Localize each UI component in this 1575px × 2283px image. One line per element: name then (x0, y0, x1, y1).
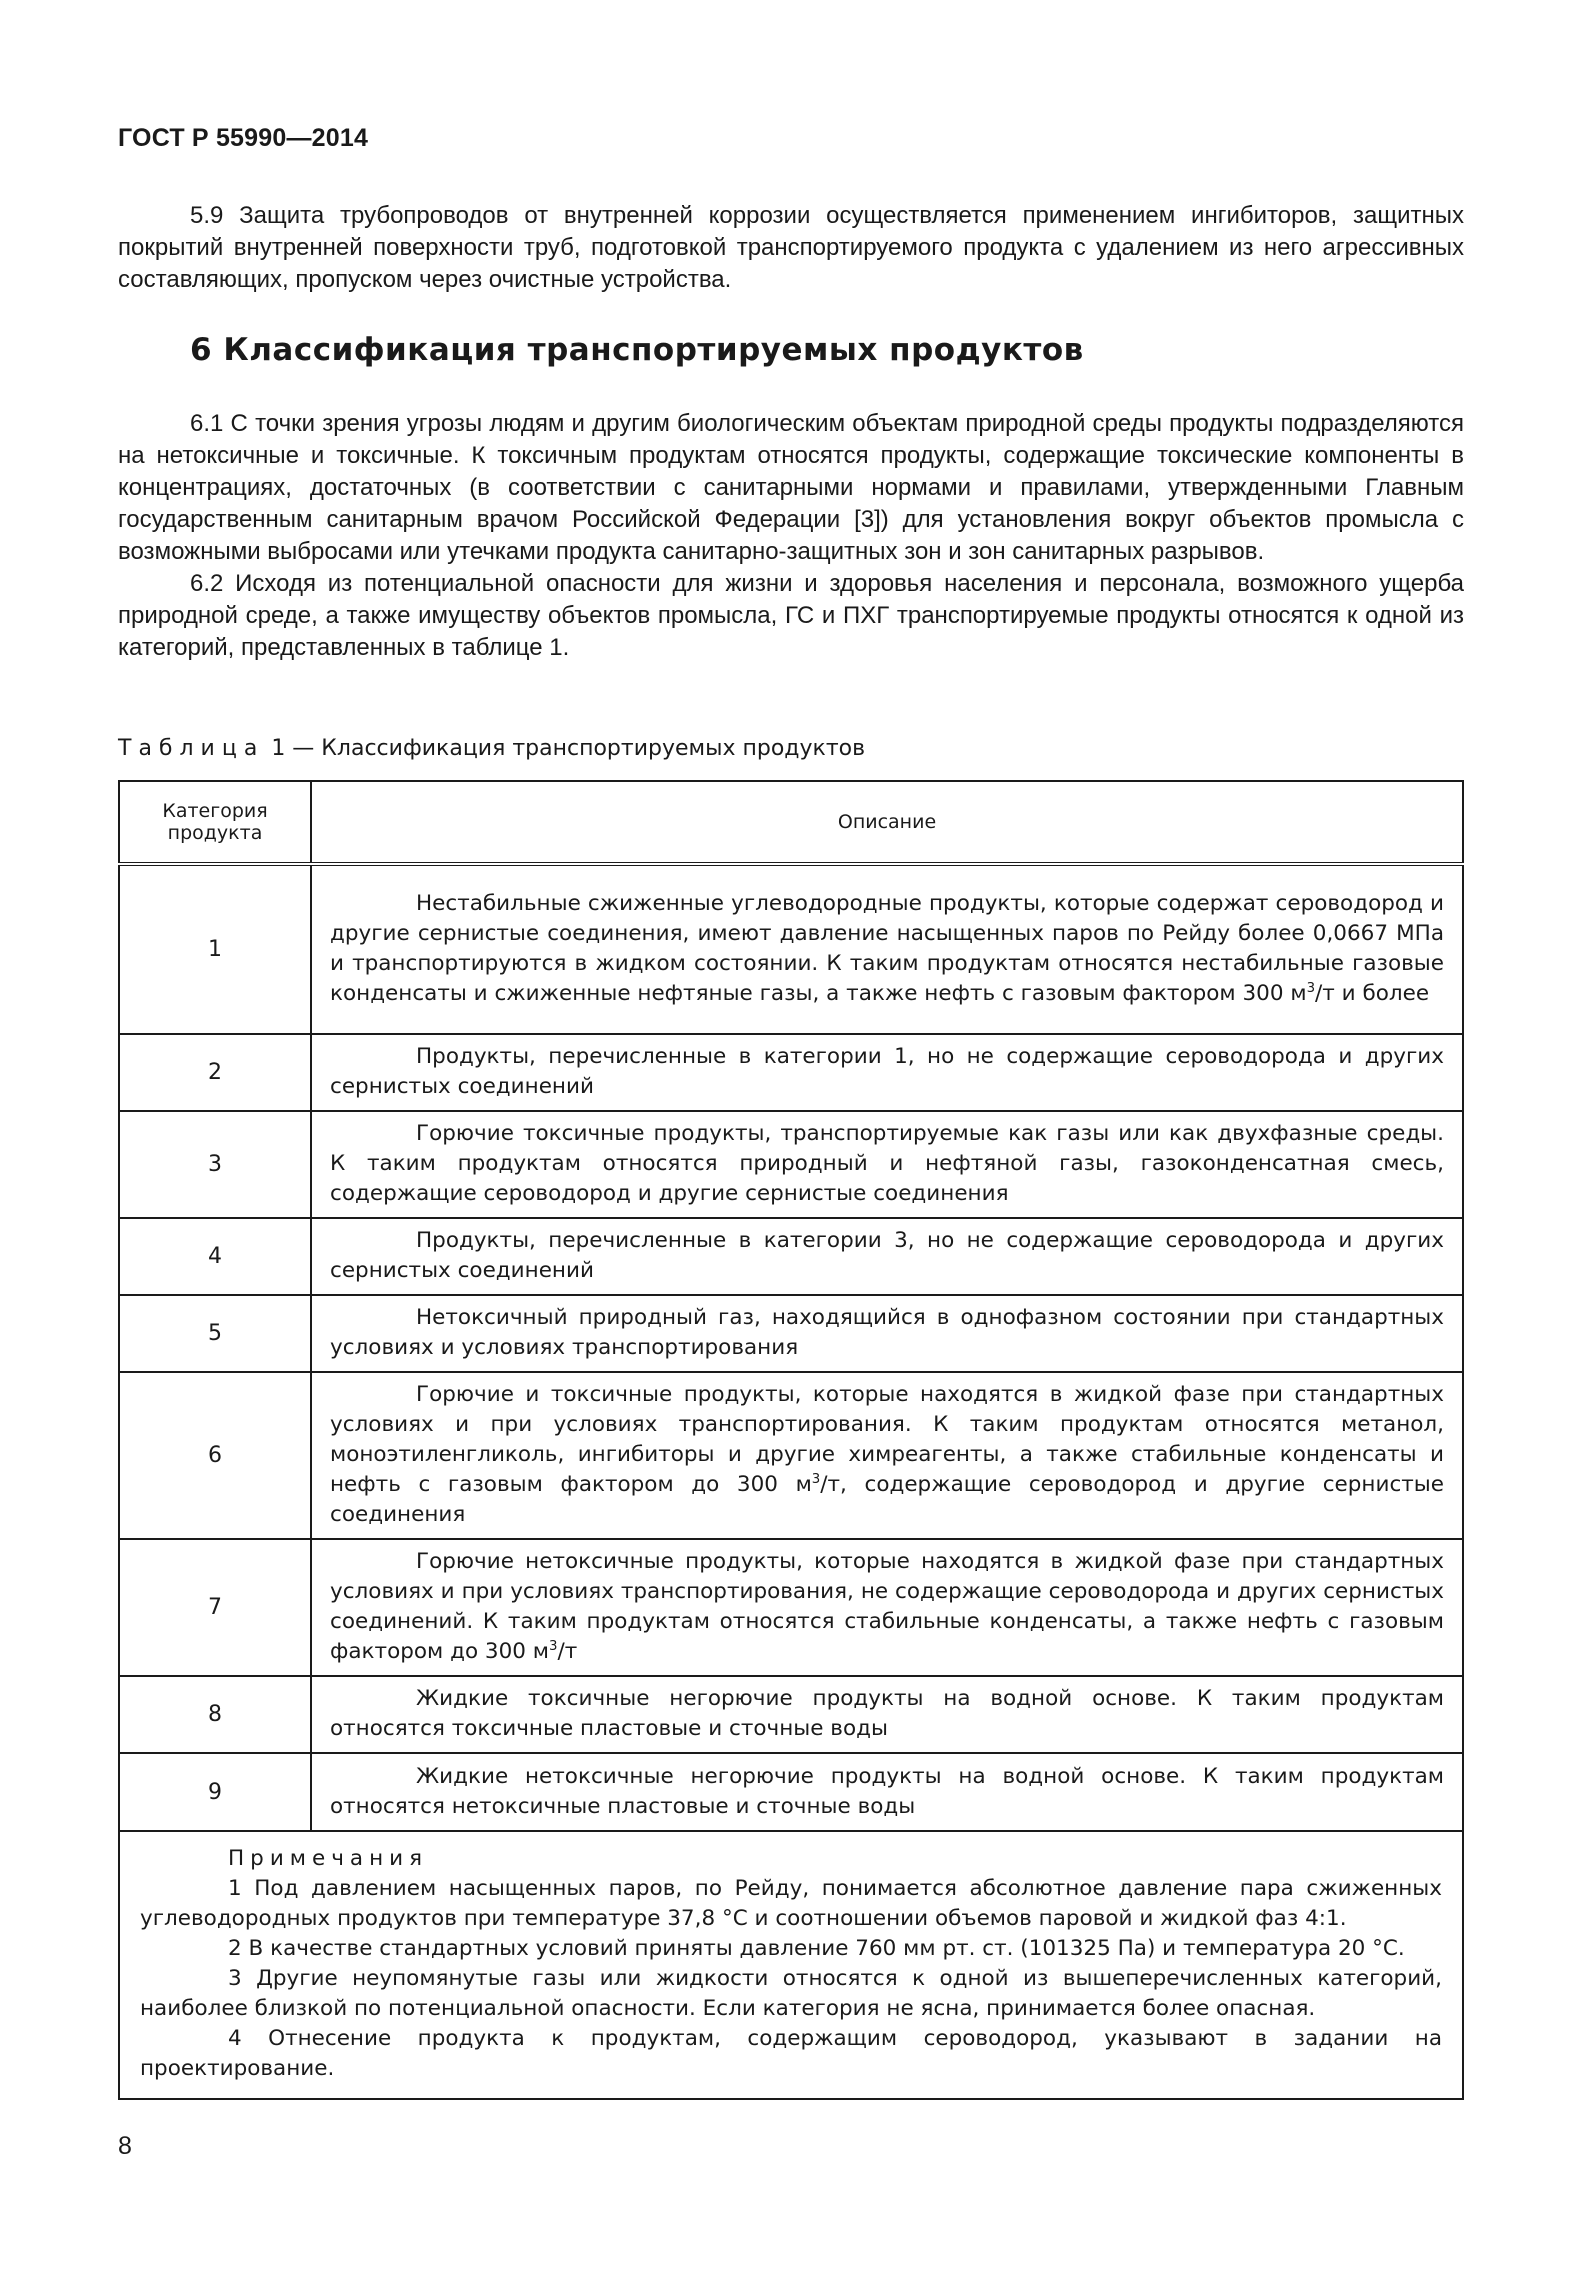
table-row (119, 1034, 1463, 1111)
row-category: 5 (119, 1295, 311, 1372)
table-row (119, 1295, 1463, 1372)
row-description (311, 1111, 1463, 1218)
superscript: 3 (1306, 981, 1316, 997)
row-category: 4 (119, 1218, 311, 1295)
row-description (311, 1034, 1463, 1111)
row-category: 7 (119, 1539, 311, 1676)
description-text-end: /т (557, 1639, 578, 1664)
row-category: 9 (119, 1753, 311, 1831)
superscript: 3 (549, 1639, 558, 1655)
table-caption (118, 736, 865, 761)
row-description (311, 1539, 1463, 1676)
paragraph-6-1: 6.1 С точки зрения угрозы людям и другим биологическим объектам природной среды продукты подразделяются на нетоксичные и токсичные. К токсичным продуктам относятся продукты, содержащие токсические компоненты в концентрациях, достаточных (в соответствии с санитарными нормами и правилами, утвержденными Главным государственным санитарным врачом Российской Федерации [3]) для установления вокруг объектов промысла с возможными выбросами или утечками продукта санитарно-защитных зон и зон санитарных разрывов. (118, 410, 1464, 565)
document-code: ГОСТ Р 55990—2014 (118, 124, 369, 152)
header-description: Описание (311, 781, 1463, 864)
table-row (119, 1676, 1463, 1753)
note-item: 3 Другие неупомянутые газы или жидкости относятся к одной из вышеперечисленных категорий, наиболее близкой по потенциальной опасности. Если категория не ясна, принимается более опасная. (140, 1966, 1442, 2021)
description-text: Продукты, перечисленные в категории 3, но не содержащие сероводорода и других сернистых соединений (330, 1228, 1444, 1283)
row-description (311, 1218, 1463, 1295)
table-row (119, 1372, 1463, 1539)
note-item: 2 В качестве стандартных условий приняты давление 760 мм рт. ст. (101325 Па) и температура 20 °С. (228, 1936, 1405, 1961)
table-row (119, 1753, 1463, 1831)
table-caption-label: Таблица (118, 736, 265, 761)
row-description (311, 1753, 1463, 1831)
table-caption-text: 1 — Классификация транспортируемых продуктов (271, 736, 866, 761)
row-description (311, 1676, 1463, 1753)
section-6-paragraphs (118, 408, 1464, 664)
page-number: 8 (118, 2132, 132, 2160)
table-header-row (119, 781, 1463, 864)
description-text: Продукты, перечисленные в категории 1, но не содержащие сероводорода и других сернистых соединений (330, 1044, 1444, 1099)
row-category: 3 (119, 1111, 311, 1218)
description-text-end: /т, содержащие сероводород и другие сернистые соединения (330, 1472, 1444, 1527)
superscript: 3 (811, 1472, 821, 1488)
row-description (311, 1295, 1463, 1372)
description-text: Жидкие токсичные негорючие продукты на водной основе. К таким продуктам относятся токсичные пластовые и сточные воды (330, 1686, 1444, 1741)
table-notes (119, 1831, 1463, 2099)
classification-table (118, 780, 1464, 2100)
table-row (119, 1539, 1463, 1676)
description-text: Горючие токсичные продукты, транспортируемые как газы или как двухфазные среды. К таким продуктам относятся природный и нефтяной газы, газоконденсатная смесь, содержащие сероводород и другие сернистые соединения (330, 1121, 1444, 1206)
description-text: Нестабильные сжиженные углеводородные продукты, которые содержат сероводород и другие сернистые соединения, имеют давление насыщенных паров по Рейду более 0,0667 МПа и транспортируются в жидком состоянии. К таким продуктам относятся нестабильные газовые конденсаты и сжиженные нефтяные газы, а также нефть с газовым фактором 300 м (330, 891, 1444, 1006)
paragraph-5-9-text: 5.9 Защита трубопроводов от внутренней коррозии осуществляется применением ингибиторов, защитных покрытий внутренней поверхности труб, подготовкой транспортируемого продукта с удалением из него агрессивных составляющих, пропуском через очистные устройства. (118, 202, 1464, 293)
table-row (119, 1111, 1463, 1218)
description-text: Горючие нетоксичные продукты, которые находятся в жидкой фазе при стандартных условиях и при условиях транспортирования, не содержащие сероводорода и других сернистых соединений. К таким продуктам относятся стабильные конденсаты, а также нефть с газовым фактором до 300 м (330, 1549, 1444, 1664)
row-description (311, 864, 1463, 1034)
row-category: 2 (119, 1034, 311, 1111)
row-category: 1 (119, 864, 311, 1034)
section-title: 6 Классификация транспортируемых продуктов (190, 332, 1084, 368)
header-category: Категория продукта (119, 781, 311, 864)
description-text: Жидкие нетоксичные негорючие продукты на водной основе. К таким продуктам относятся нетоксичные пластовые и сточные воды (330, 1763, 1444, 1819)
table-row (119, 1218, 1463, 1295)
row-description (311, 1372, 1463, 1539)
description-text: Горючие и токсичные продукты, которые находятся в жидкой фазе при стандартных условиях и при условиях транспортирования. К таким продуктам относятся метанол, моноэтиленгликоль, ингибиторы и другие химреагенты, а также стабильные конденсаты и нефть с газовым фактором до 300 м (330, 1382, 1444, 1497)
description-text: Нетоксичный природный газ, находящийся в однофазном состоянии при стандартных условиях и условиях транспортирования (330, 1305, 1444, 1360)
table-row (119, 864, 1463, 1034)
row-category: 6 (119, 1372, 311, 1539)
notes-title: Примечания (228, 1846, 429, 1871)
note-item: 4 Отнесение продукта к продуктам, содержащим сероводород, указывают в задании на проектирование. (140, 2026, 1442, 2081)
note-item: 1 Под давлением насыщенных паров, по Рейду, понимается абсолютное давление пара сжиженных углеводородных продуктов при температуре 37,8 °С и соотношении объемов паровой и жидкой фаз 4:1. (140, 1876, 1442, 1931)
paragraph-5-9 (118, 200, 1464, 296)
row-category: 8 (119, 1676, 311, 1753)
paragraph-6-2: 6.2 Исходя из потенциальной опасности для жизни и здоровья населения и персонала, возможного ущерба природной среде, а также имуществу объектов промысла, ГС и ПХГ транспортируемые продукты относятся к одной из категорий, представленных в таблице 1. (118, 570, 1464, 661)
notes-row (119, 1831, 1463, 2099)
description-text-end: /т и более (1315, 981, 1430, 1006)
